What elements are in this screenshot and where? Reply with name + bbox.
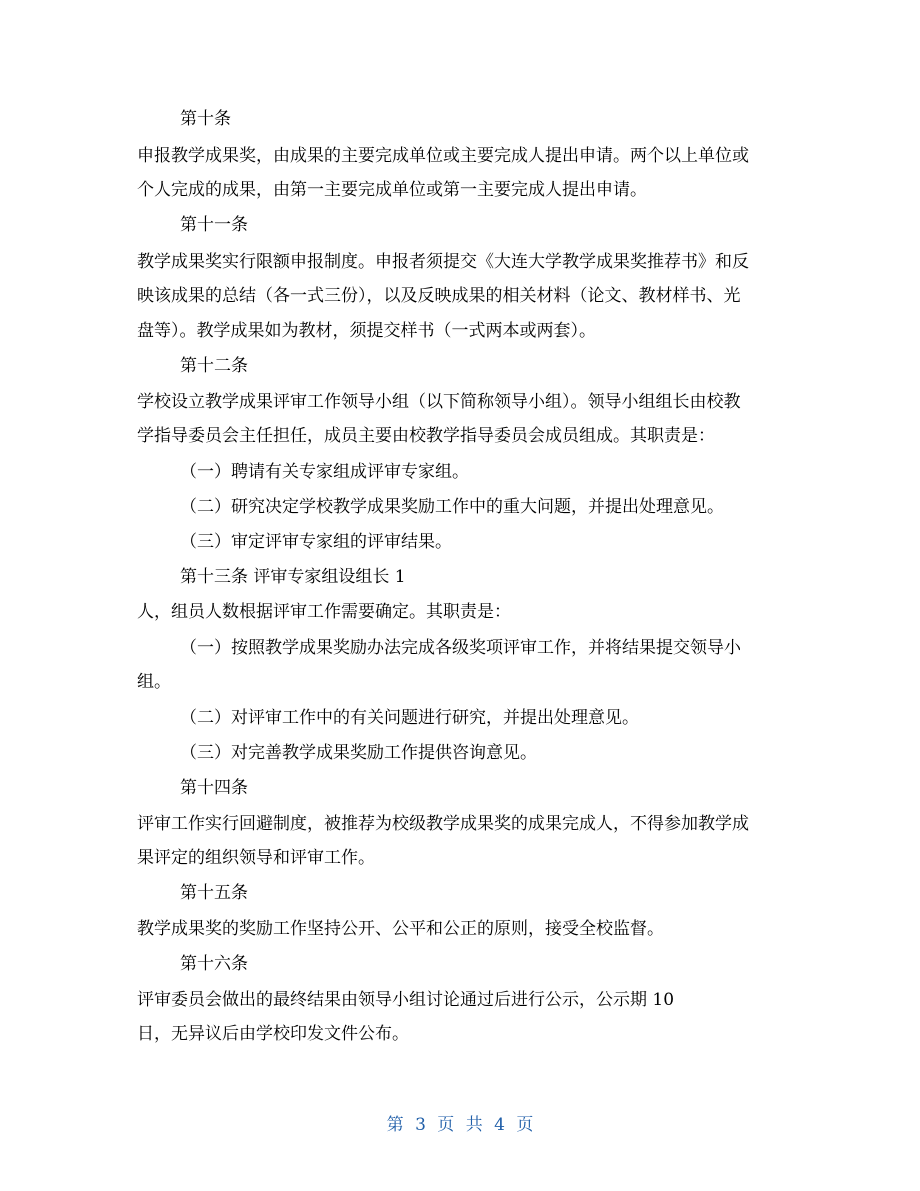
article-12-item-1: （一）聘请有关专家组成评审专家组。: [180, 462, 469, 482]
article-10-heading: 第十条: [180, 109, 231, 129]
article-12-item-2: （二）研究决定学校教学成果奖励工作中的重大问题，并提出处理意见。: [180, 497, 724, 517]
article-16-text-line-1: 评审委员会做出的最终结果由领导小组讨论通过后进行公示，公示期 10: [137, 990, 675, 1010]
article-12-item-3: （三）审定评审专家组的评审结果。: [180, 532, 452, 552]
article-13-item-1-line-2: 组。: [137, 672, 171, 692]
article-13-text-line-1: 人，组员人数根据评审工作需要确定。其职责是：: [137, 602, 511, 622]
article-13-heading: 第十三条 评审专家组设组长 1: [180, 567, 406, 587]
article-10-text-line-2: 个人完成的成果，由第一主要完成单位或第一主要完成人提出申请。: [137, 180, 647, 200]
article-15-text-line-1: 教学成果奖的奖励工作坚持公开、公平和公正的原则，接受全校监督。: [137, 919, 664, 939]
article-12-heading: 第十二条: [180, 356, 248, 376]
article-16-text-line-2: 日，无异议后由学校印发文件公布。: [137, 1024, 409, 1044]
article-12-text-line-1: 学校设立教学成果评审工作领导小组（以下简称领导小组）。领导小组组长由校教: [137, 392, 741, 412]
article-10-text-line-1: 申报教学成果奖，由成果的主要完成单位或主要完成人提出申请。两个以上单位或: [137, 146, 749, 166]
article-11-heading: 第十一条: [180, 215, 248, 235]
article-14-heading: 第十四条: [180, 778, 248, 798]
article-16-heading: 第十六条: [180, 954, 248, 974]
article-11-text-line-3: 盘等）。教学成果如为教材，须提交样书（一式两本或两套）。: [137, 321, 596, 341]
page-number-footer: 第 3 页 共 4 页: [386, 1115, 534, 1135]
article-14-text-line-2: 果评定的组织领导和评审工作。: [137, 848, 375, 868]
article-13-item-1-line-1: （一）按照教学成果奖励办法完成各级奖项评审工作，并将结果提交领导小: [180, 638, 741, 658]
article-11-text-line-1: 教学成果奖实行限额申报制度。申报者须提交《大连大学教学成果奖推荐书》和反: [137, 252, 749, 272]
article-13-item-3: （三）对完善教学成果奖励工作提供咨询意见。: [180, 743, 537, 763]
article-12-text-line-2: 学指导委员会主任担任，成员主要由校教学指导委员会成员组成。其职责是：: [137, 426, 715, 446]
article-11-text-line-2: 映该成果的总结（各一式三份），以及反映成果的相关材料（论文、教材样书、光: [137, 286, 741, 306]
article-13-item-2: （二）对评审工作中的有关问题进行研究，并提出处理意见。: [180, 708, 639, 728]
article-14-text-line-1: 评审工作实行回避制度，被推荐为校级教学成果奖的成果完成人，不得参加教学成: [137, 814, 749, 834]
article-15-heading: 第十五条: [180, 883, 248, 903]
